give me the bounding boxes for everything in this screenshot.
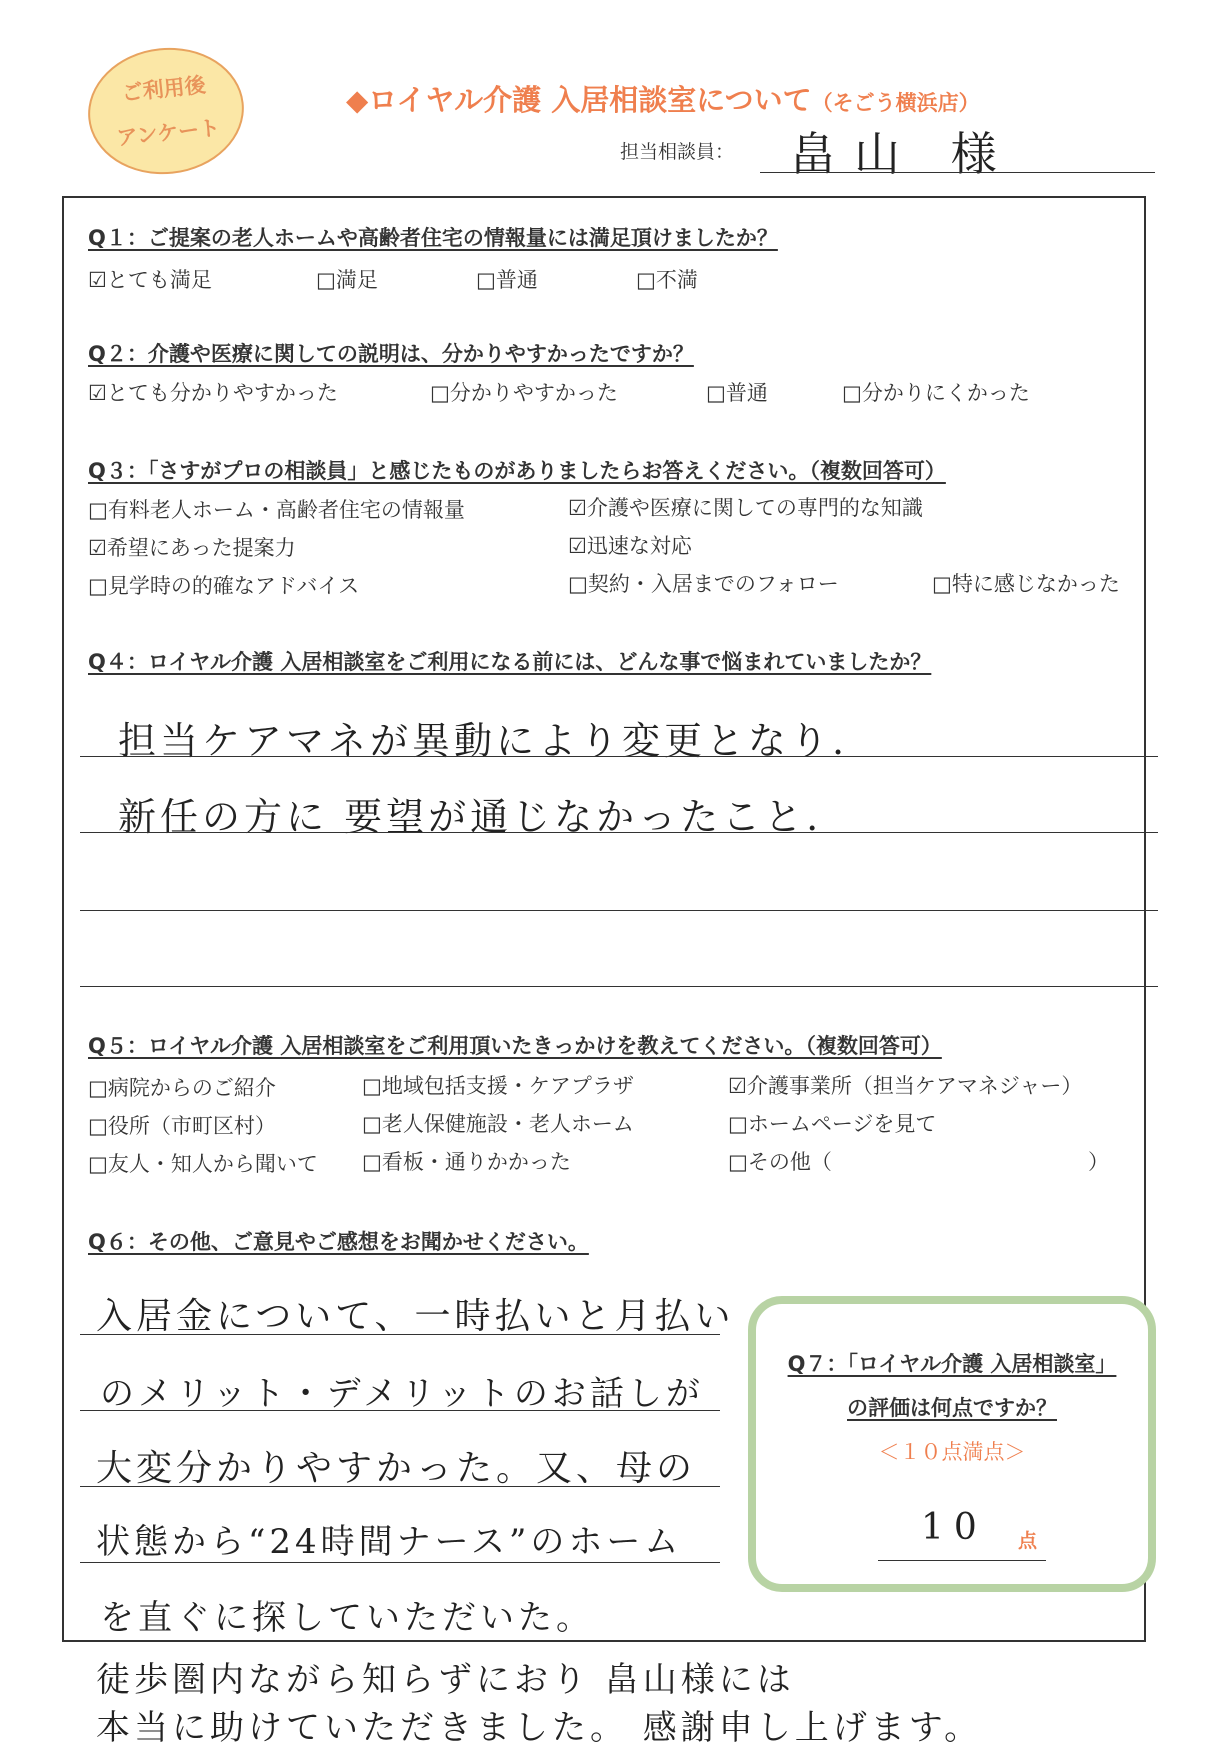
q7-score-underline <box>878 1560 1046 1561</box>
title-main: ◆ロイヤル介護 入居相談室について <box>346 83 812 117</box>
q4-question: Q４：ロイヤル介護 入居相談室をご利用になる前には、どんな事で悩まれていましたか？ <box>88 650 932 674</box>
q3-option-quick-response[interactable]: ☑迅速な対応 <box>568 534 692 558</box>
q6-question: Q６：その他、ご意見やご感想をお聞かせください。 <box>88 1230 589 1254</box>
title-store: （そごう横浜店） <box>811 91 980 115</box>
q4-answer-line-2: 新任の方に 要望が通じなかったこと. <box>118 795 823 839</box>
q5-option-community-center[interactable]: □地域包括支援・ケアプラザ <box>362 1074 634 1098</box>
q7-question-line-1: Q７：「ロイヤル介護 入居相談室」 <box>787 1352 1117 1376</box>
q1-option-satisfied[interactable]: □満足 <box>316 268 378 292</box>
q2-question: Q２：介護や医療に関しての説明は、分かりやすかったですか？ <box>88 342 694 366</box>
q1-question: Q１：ご提案の老人ホームや高齢者住宅の情報量には満足頂けましたか？ <box>88 226 778 250</box>
q6-answer-line-1: 入居金について、一時払いと月払い <box>96 1296 735 1337</box>
q7-question-line-2: の評価は何点ですか？ <box>847 1396 1057 1420</box>
q6-rule-3 <box>80 1486 720 1487</box>
staff-label: 担当相談員： <box>620 141 735 163</box>
q3-option-none[interactable]: □特に感じなかった <box>932 572 1120 596</box>
q6-answer-line-2: のメリット・デメリットのお話しが <box>100 1374 704 1414</box>
staff-name: 畠山 様 <box>790 127 1015 181</box>
q3-option-info-volume[interactable]: □有料老人ホーム・高齢者住宅の情報量 <box>88 498 465 522</box>
q4-rule-4 <box>80 986 1158 987</box>
q5-option-other[interactable]: □その他（ <box>728 1150 832 1174</box>
q2-option-very-clear[interactable]: ☑とても分かりやすかった <box>88 381 338 405</box>
q5-option-government-office[interactable]: □役所（市町区村） <box>88 1114 276 1138</box>
q3-question: Q３：「さすがプロの相談員」と感じたものがありましたらお答えください。（複数回答可） <box>88 459 946 483</box>
badge-line-1: ご利用後 <box>120 72 207 106</box>
q2-option-unclear[interactable]: □分かりにくかった <box>842 381 1030 405</box>
q3-option-proposal[interactable]: ☑希望にあった提案力 <box>88 536 296 560</box>
q4-rule-2 <box>80 832 1158 833</box>
q7-scale: ＜１０点満点＞ <box>878 1440 1026 1464</box>
q4-rule-1 <box>80 756 1158 757</box>
q5-option-signboard[interactable]: □看板・通りかかった <box>362 1150 571 1174</box>
survey-badge <box>82 40 250 182</box>
q5-option-friend[interactable]: □友人・知人から聞いて <box>88 1152 318 1176</box>
staff-underline <box>760 172 1155 173</box>
q5-option-other-close: ） <box>1088 1150 1109 1174</box>
q6-answer-line-4: 状態から“24時間ナース”のホーム <box>96 1522 683 1562</box>
q5-option-hospital[interactable]: □病院からのご紹介 <box>88 1076 276 1100</box>
q6-extra-line-2: 本当に助けていただきました。 感謝申し上げます。 <box>96 1708 983 1748</box>
q6-answer-line-3: 大変分かりやすかった。又、母の <box>96 1448 697 1489</box>
q6-extra-line-1: 徒歩圏内ながら知らずにおり 畠山様には <box>96 1660 795 1700</box>
q6-answer-line-5: を直ぐに探していただいた。 <box>100 1598 594 1638</box>
q1-option-dissatisfied[interactable]: □不満 <box>636 268 698 292</box>
q1-option-normal[interactable]: □普通 <box>476 268 538 292</box>
q7-rating-box <box>748 1296 1156 1592</box>
q7-score: 10 <box>921 1507 987 1548</box>
q5-option-care-facility[interactable]: □老人保健施設・老人ホーム <box>362 1112 634 1136</box>
q3-option-expert-knowledge[interactable]: ☑介護や医療に関しての専門的な知識 <box>568 496 923 520</box>
q3-option-contract-followup[interactable]: □契約・入居までのフォロー <box>568 572 839 596</box>
q6-rule-2 <box>80 1410 720 1411</box>
q1-option-very-satisfied[interactable]: ☑とても満足 <box>88 268 212 292</box>
q6-rule-4 <box>80 1562 720 1563</box>
q7-score-unit: 点 <box>1018 1530 1038 1552</box>
page-title <box>346 78 980 119</box>
q5-question: Q５：ロイヤル介護 入居相談室をご利用頂いたきっかけを教えてください。（複数回答可） <box>88 1034 942 1058</box>
q4-rule-3 <box>80 910 1158 911</box>
q6-rule-1 <box>80 1334 720 1335</box>
q2-option-normal[interactable]: □普通 <box>706 381 768 405</box>
q4-answer-line-1: 担当ケアマネが異動により変更となり. <box>118 719 849 763</box>
q3-option-tour-advice[interactable]: □見学時の的確なアドバイス <box>88 574 360 598</box>
q2-option-clear[interactable]: □分かりやすかった <box>430 381 618 405</box>
q5-option-homepage[interactable]: □ホームページを見て <box>728 1112 937 1136</box>
q5-option-care-office[interactable]: ☑介護事業所（担当ケアマネジャー） <box>728 1074 1083 1098</box>
badge-line-2: アンケート <box>115 115 222 151</box>
